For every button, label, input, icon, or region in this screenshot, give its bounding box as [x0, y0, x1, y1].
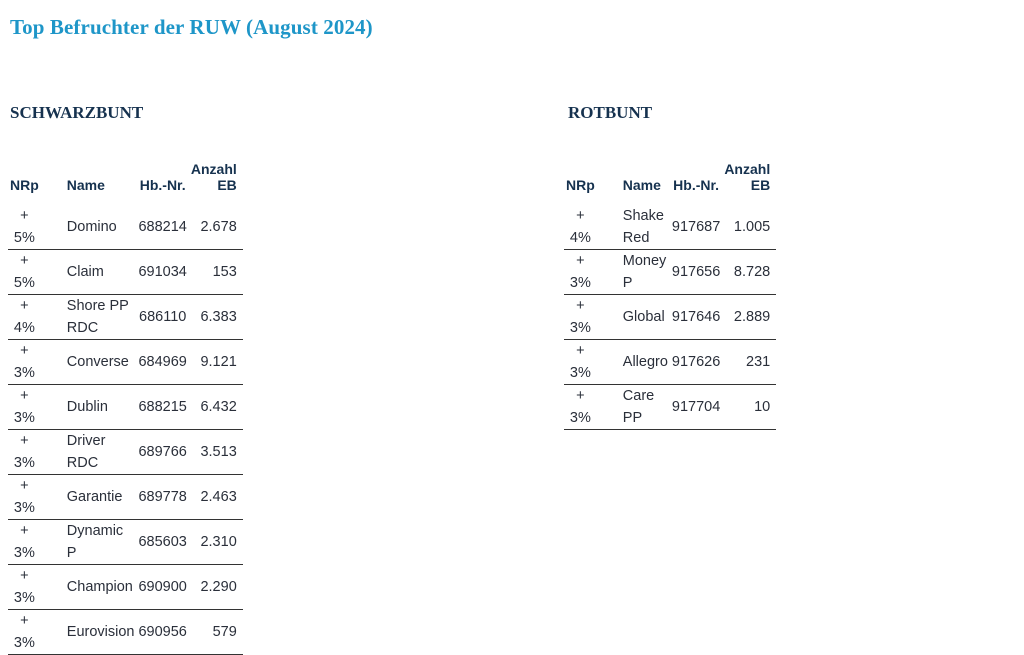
cell-nrp: + 4% [8, 295, 41, 340]
table-row [8, 430, 243, 475]
cell-name: Claim [41, 250, 137, 295]
column-header-nrp: NRp [566, 177, 595, 193]
table-row [8, 385, 243, 430]
column-header-anzahl: Anzahl EB [724, 161, 771, 193]
cell-anzahl: 579 [189, 610, 243, 655]
cell-nrp: + 3% [8, 385, 41, 430]
cell-nrp: + 3% [564, 340, 597, 385]
schwarzbunt-heading: SCHWARZBUNT [10, 103, 144, 122]
cell-hb: 917646 [670, 295, 722, 340]
table-row [8, 610, 243, 655]
cell-nrp: + 3% [8, 475, 41, 520]
table-row [8, 475, 243, 520]
cell-hb: 917704 [670, 385, 722, 430]
column-header-hb: Hb.-Nr. [139, 177, 186, 193]
cell-anzahl: 1.005 [722, 205, 776, 250]
cell-anzahl: 8.728 [722, 250, 776, 295]
cell-nrp: + 3% [564, 385, 597, 430]
cell-name: Care PP [597, 385, 670, 430]
table-row [564, 385, 776, 430]
table-row [8, 565, 243, 610]
column-header-name: Name [622, 177, 661, 193]
cell-anzahl: 6.383 [189, 295, 243, 340]
table-row [564, 295, 776, 340]
cell-name: Allegro [597, 340, 670, 385]
rotbunt-heading: ROTBUNT [568, 103, 653, 122]
schwarzbunt-section [10, 103, 237, 651]
cell-anzahl: 231 [722, 340, 776, 385]
table-row [8, 295, 243, 340]
schwarzbunt-table [8, 161, 243, 655]
cell-name: Shake Red [597, 205, 670, 250]
cell-anzahl: 2.290 [189, 565, 243, 610]
cell-hb: 690956 [136, 610, 188, 655]
cell-hb: 685603 [136, 520, 188, 565]
cell-name: Champion [41, 565, 137, 610]
cell-anzahl: 10 [722, 385, 776, 430]
cell-anzahl: 9.121 [189, 340, 243, 385]
cell-name: Converse [41, 340, 137, 385]
cell-hb: 688214 [136, 205, 188, 250]
cell-nrp: + 3% [564, 295, 597, 340]
cell-hb: 689766 [136, 430, 188, 475]
table-row [8, 250, 243, 295]
cell-anzahl: 2.310 [189, 520, 243, 565]
cell-nrp: + 3% [8, 430, 41, 475]
cell-name: Money P [597, 250, 670, 295]
cell-name: Driver RDC [41, 430, 137, 475]
table-row [8, 520, 243, 565]
cell-hb: 686110 [136, 295, 188, 340]
cell-hb: 684969 [136, 340, 188, 385]
cell-anzahl: 153 [189, 250, 243, 295]
cell-nrp: + 3% [8, 565, 41, 610]
cell-hb: 917656 [670, 250, 722, 295]
cell-name: Dynamic P [41, 520, 137, 565]
column-header-name: Name [66, 177, 105, 193]
column-header-hb: Hb.-Nr. [673, 177, 720, 193]
table-row [8, 205, 243, 250]
column-header-anzahl: Anzahl EB [190, 161, 237, 193]
table-row [564, 340, 776, 385]
cell-nrp: + 3% [564, 250, 597, 295]
cell-nrp: + 4% [564, 205, 597, 250]
cell-name: Domino [41, 205, 137, 250]
column-header-nrp: NRp [10, 177, 39, 193]
cell-nrp: + 3% [8, 610, 41, 655]
page-title: Top Befruchter der RUW (August 2024) [10, 15, 373, 39]
cell-nrp: + 5% [8, 250, 41, 295]
rotbunt-section [566, 103, 771, 426]
rotbunt-table [564, 161, 776, 430]
cell-name: Global [597, 295, 670, 340]
cell-name: Garantie [41, 475, 137, 520]
cell-hb: 917626 [670, 340, 722, 385]
table-row [564, 205, 776, 250]
cell-hb: 690900 [136, 565, 188, 610]
table-header-row [564, 161, 776, 205]
cell-name: Dublin [41, 385, 137, 430]
cell-anzahl: 2.889 [722, 295, 776, 340]
cell-anzahl: 2.463 [189, 475, 243, 520]
cell-name: Eurovision [41, 610, 137, 655]
table-row [564, 250, 776, 295]
cell-anzahl: 6.432 [189, 385, 243, 430]
cell-hb: 688215 [136, 385, 188, 430]
cell-anzahl: 3.513 [189, 430, 243, 475]
cell-hb: 917687 [670, 205, 722, 250]
table-row [8, 340, 243, 385]
cell-anzahl: 2.678 [189, 205, 243, 250]
cell-hb: 691034 [136, 250, 188, 295]
cell-hb: 689778 [136, 475, 188, 520]
cell-nrp: + 3% [8, 340, 41, 385]
cell-nrp: + 5% [8, 205, 41, 250]
cell-nrp: + 3% [8, 520, 41, 565]
cell-name: Shore PP RDC [41, 295, 137, 340]
table-header-row [8, 161, 243, 205]
